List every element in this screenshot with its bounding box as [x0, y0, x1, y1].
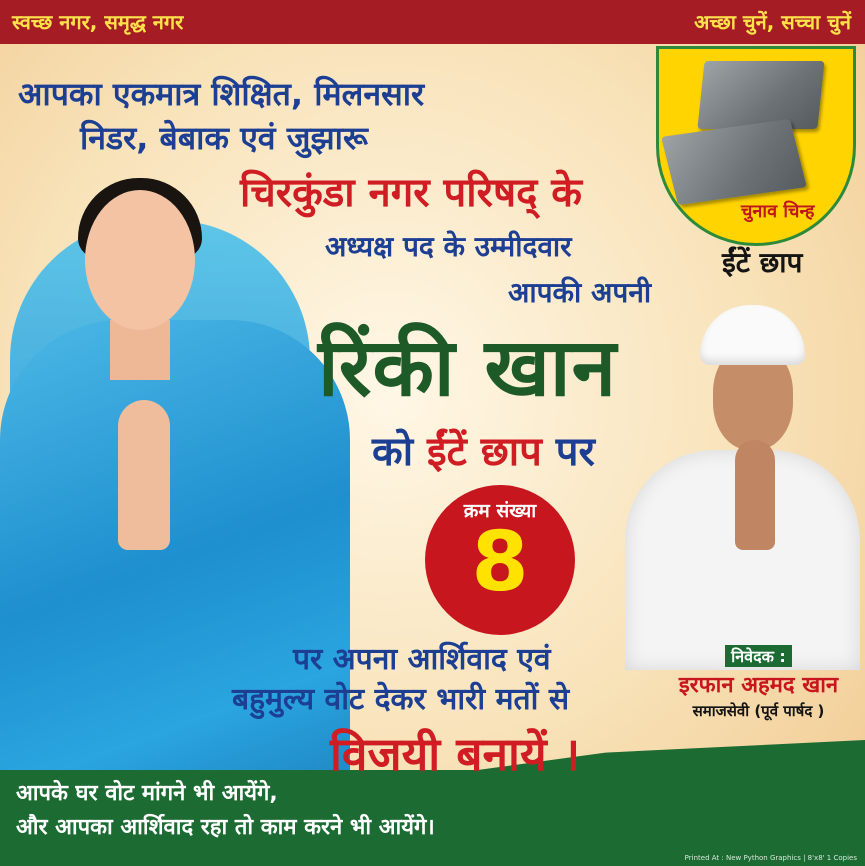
headline-line-1: आपका एकमात्र शिक्षित, मिलनसार: [18, 75, 425, 113]
headline-line-2: निडर, बेबाक एवं जुझारू: [80, 119, 368, 157]
footer-line-1: आपके घर वोट मांगने भी आयेंगे,: [16, 781, 278, 806]
serial-number: 8: [471, 515, 529, 610]
serial-number-circle: [425, 485, 575, 635]
appeal-line-3: विजयी बनायें ।: [330, 727, 581, 781]
election-symbol-badge: [656, 46, 856, 246]
presenter-turban: [700, 305, 805, 365]
slogan-left: स्वच्छ नगर, समृद्ध नगर: [12, 10, 184, 34]
headline-line-3: चिरकुंडा नगर परिषद् के: [240, 170, 582, 216]
presenter-name: इरफान अहमद खान: [678, 673, 839, 698]
appeal-line-2: बहुमुल्य वोट देकर भारी मतों से: [232, 682, 570, 717]
symbol-line-suffix: पर: [541, 429, 595, 475]
brick-icon: [661, 119, 807, 205]
symbol-line: [372, 422, 595, 477]
brick-icon: [697, 61, 824, 129]
appeal-line-1: पर अपना आर्शिवाद एवं: [293, 642, 551, 677]
symbol-name: ईंटें छाप: [722, 246, 803, 279]
presenter-title: समाजसेवी (पूर्व पार्षद ): [692, 702, 825, 720]
namaste-hands: [118, 400, 170, 550]
candidate-name: रिंकी खान: [318, 321, 618, 414]
headline-line-5: आपकी अपनी: [508, 276, 652, 309]
symbol-line-symbol: ईंटें छाप: [427, 429, 542, 475]
candidate-photo: [0, 160, 350, 866]
presenter-photo: [615, 300, 865, 670]
presenter-namaste-hands: [735, 440, 775, 550]
footer-line-2: और आपका आर्शिवाद रहा तो काम करने भी आयेंगे।: [16, 815, 435, 840]
slogan-right: अच्छा चुनें, सच्चा चुनें: [694, 10, 851, 34]
print-credit: Printed At : New Python Graphics | 8'x8' 1 Copies: [684, 854, 857, 862]
presenter-label: निवेदक :: [725, 645, 792, 667]
presenter-block: [652, 645, 865, 721]
top-banner: [0, 0, 865, 44]
candidate-face: [85, 190, 195, 330]
serial-label: क्रम संख्या: [463, 500, 537, 522]
symbol-line-prefix: को: [372, 429, 428, 475]
headline-line-4: अध्यक्ष पद के उम्मीदवार: [325, 230, 572, 263]
symbol-label: चुनाव चिन्ह: [741, 201, 815, 222]
